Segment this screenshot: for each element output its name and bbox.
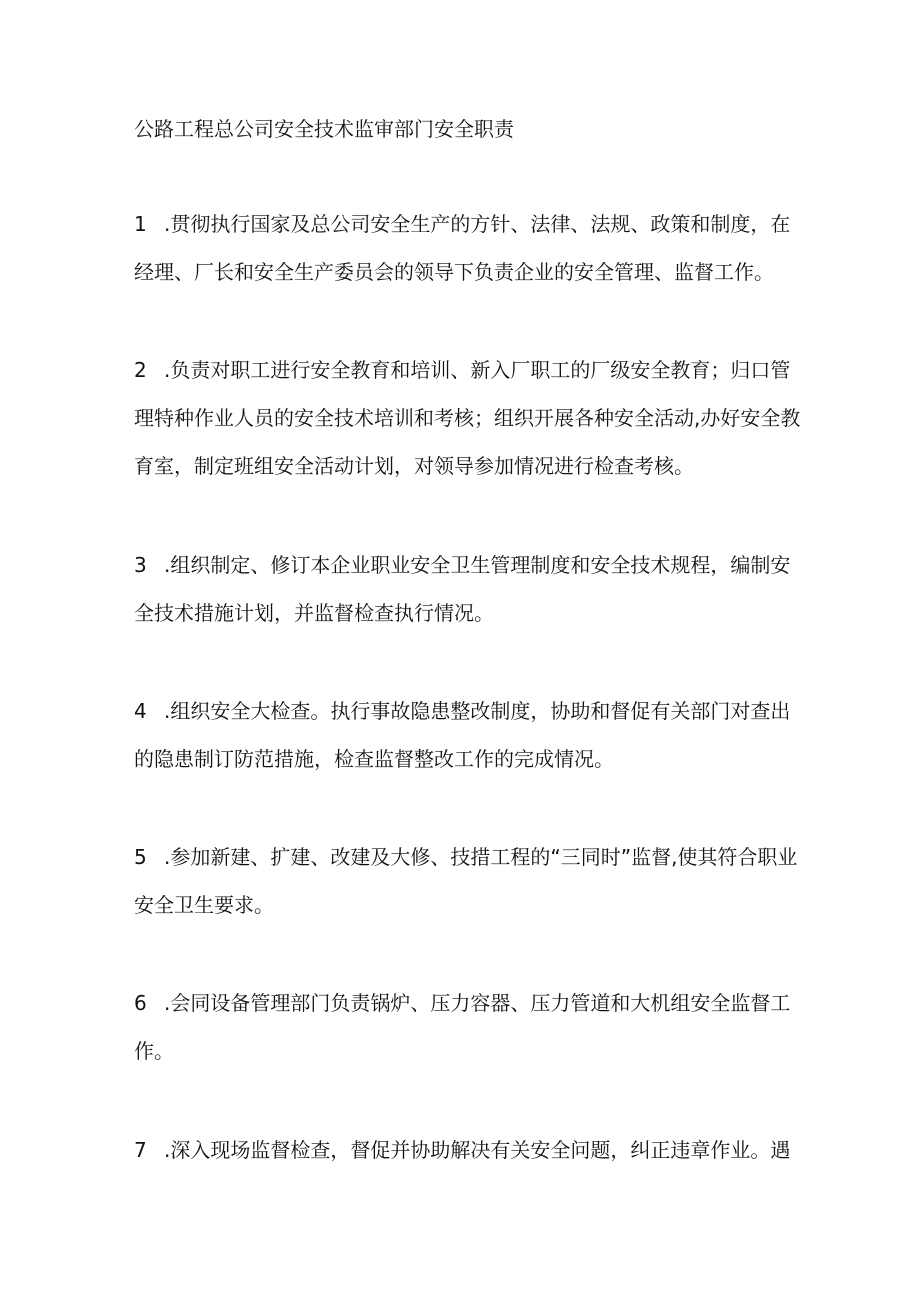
document-title: 公路工程总公司安全技术监审部门安全职责 [134, 117, 514, 141]
clause-number: 4 [134, 699, 147, 723]
clause-number: 5 [134, 845, 147, 869]
clause-6 [134, 979, 804, 1075]
clause-number: 1 [134, 212, 147, 236]
clause-text: .贯彻执行国家及总公司安全生产的方针、法律、法规、政策和制度，在经理、厂长和安全生产委员会的领导下负责企业的安全管理、监督工作。 [134, 212, 791, 284]
clause-text: .组织制定、修订本企业职业安全卫生管理制度和安全技术规程，编制安全技术措施计划，并监督检查执行情况。 [134, 553, 791, 625]
clause-text: .组织安全大检查。执行事故隐患整改制度，协助和督促有关部门对查出的隐患制订防范措施，检查监督整改工作的完成情况。 [134, 699, 791, 771]
clause-number: 6 [134, 991, 147, 1015]
clause-2 [134, 346, 804, 490]
clause-text: .参加新建、扩建、改建及大修、技措工程的“三同时”监督,使其符合职业安全卫生要求。 [134, 845, 798, 917]
clause-7 [134, 1126, 804, 1174]
clause-5 [134, 833, 804, 929]
clause-1 [134, 200, 804, 296]
clause-4 [134, 687, 804, 783]
clause-text: .会同设备管理部门负责锅炉、压力容器、压力管道和大机组安全监督工作。 [134, 991, 791, 1063]
clause-text: .负责对职工进行安全教育和培训、新入厂职工的厂级安全教育；归口管理特种作业人员的安全技术培训和考核；组织开展各种安全活动,办好安全教育室，制定班组安全活动计划，对领导参加情况进行检查考核。 [134, 358, 801, 478]
clause-number: 7 [134, 1138, 147, 1162]
clause-3 [134, 541, 804, 637]
clause-number: 3 [134, 553, 147, 577]
clause-text: .深入现场监督检查，督促并协助解决有关安全问题，纠正违章作业。遇 [164, 1138, 791, 1162]
clause-number: 2 [134, 358, 147, 382]
